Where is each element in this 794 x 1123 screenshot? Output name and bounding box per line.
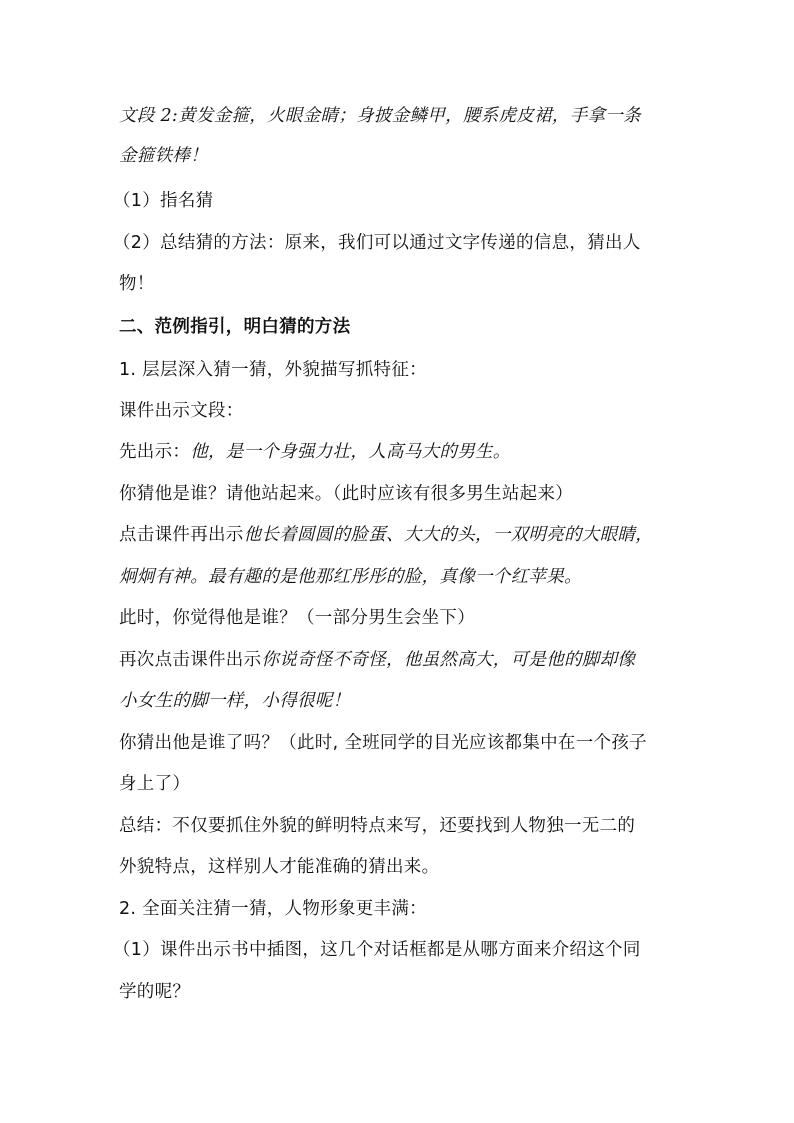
subsection-1-heading: 1. 层层深入猜一猜，外貌描写抓特征：	[119, 360, 427, 380]
courseware-illustration-question: （1）课件出示书中插图，这几个对话框都是从哪方面来介绍这个同	[113, 940, 641, 960]
summary-line-1: 总结：不仅要抓住外貌的鲜明特点来写，还要找到人物独一无二的	[119, 816, 636, 836]
click-third-label: 再次点击课件出示	[119, 650, 262, 670]
click-third-text-cont: 小女生的脚一样，小得很呢！	[119, 691, 351, 711]
step-summarize-method-cont: 物！	[119, 274, 155, 294]
first-show-label: 先出示：	[119, 442, 191, 462]
step-summarize-method: （2）总结猜的方法：原来，我们可以通过文字传递的信息，猜出人	[113, 233, 641, 253]
guess-who-question-3-cont: 身上了）	[119, 774, 191, 794]
courseware-illustration-question-cont: 学的呢？	[119, 982, 191, 1002]
first-show-text: 他，是一个身强力壮，人高马大的男生。	[190, 442, 511, 462]
summary-line-2: 外貌特点，这样别人才能准确的猜出来。	[119, 857, 440, 877]
section-heading-two: 二、范例指引，明白猜的方法	[119, 317, 351, 337]
courseware-show-passage: 课件出示文段：	[119, 401, 244, 421]
click-again-line	[119, 523, 699, 547]
guess-who-question-1: 你猜他是谁？请他站起来。（此时应该有很多男生站起来）	[119, 484, 574, 504]
step-guess-by-name: （1）指名猜	[113, 191, 214, 211]
guess-who-question-3: 你猜出他是谁了吗？（此时, 全班同学的目光应该都集中在一个孩子	[119, 733, 647, 753]
click-third-text: 你说奇怪不奇怪，他虽然高大，可是他的脚却像	[261, 650, 636, 670]
click-again-text-cont: 炯炯有神。最有趣的是他那红彤彤的脸，真像一个红苹果。	[119, 567, 582, 587]
passage-2-line-1: 文段 2:黄发金箍，火眼金睛；身披金鳞甲，腰系虎皮裙，手拿一条	[119, 106, 641, 126]
click-third-line	[119, 648, 699, 672]
guess-who-question-2: 此时，你觉得他是谁？（一部分男生会坐下）	[119, 608, 475, 628]
click-again-label: 点击课件再出示	[119, 525, 244, 545]
first-show-line	[119, 440, 699, 464]
subsection-2-heading: 2. 全面关注猜一猜，人物形象更丰满：	[119, 899, 427, 919]
click-again-text: 他长着圆圆的脸蛋、大大的头，一双明亮的大眼睛，	[243, 525, 654, 545]
passage-2-line-2: 金箍铁棒！	[119, 146, 208, 166]
